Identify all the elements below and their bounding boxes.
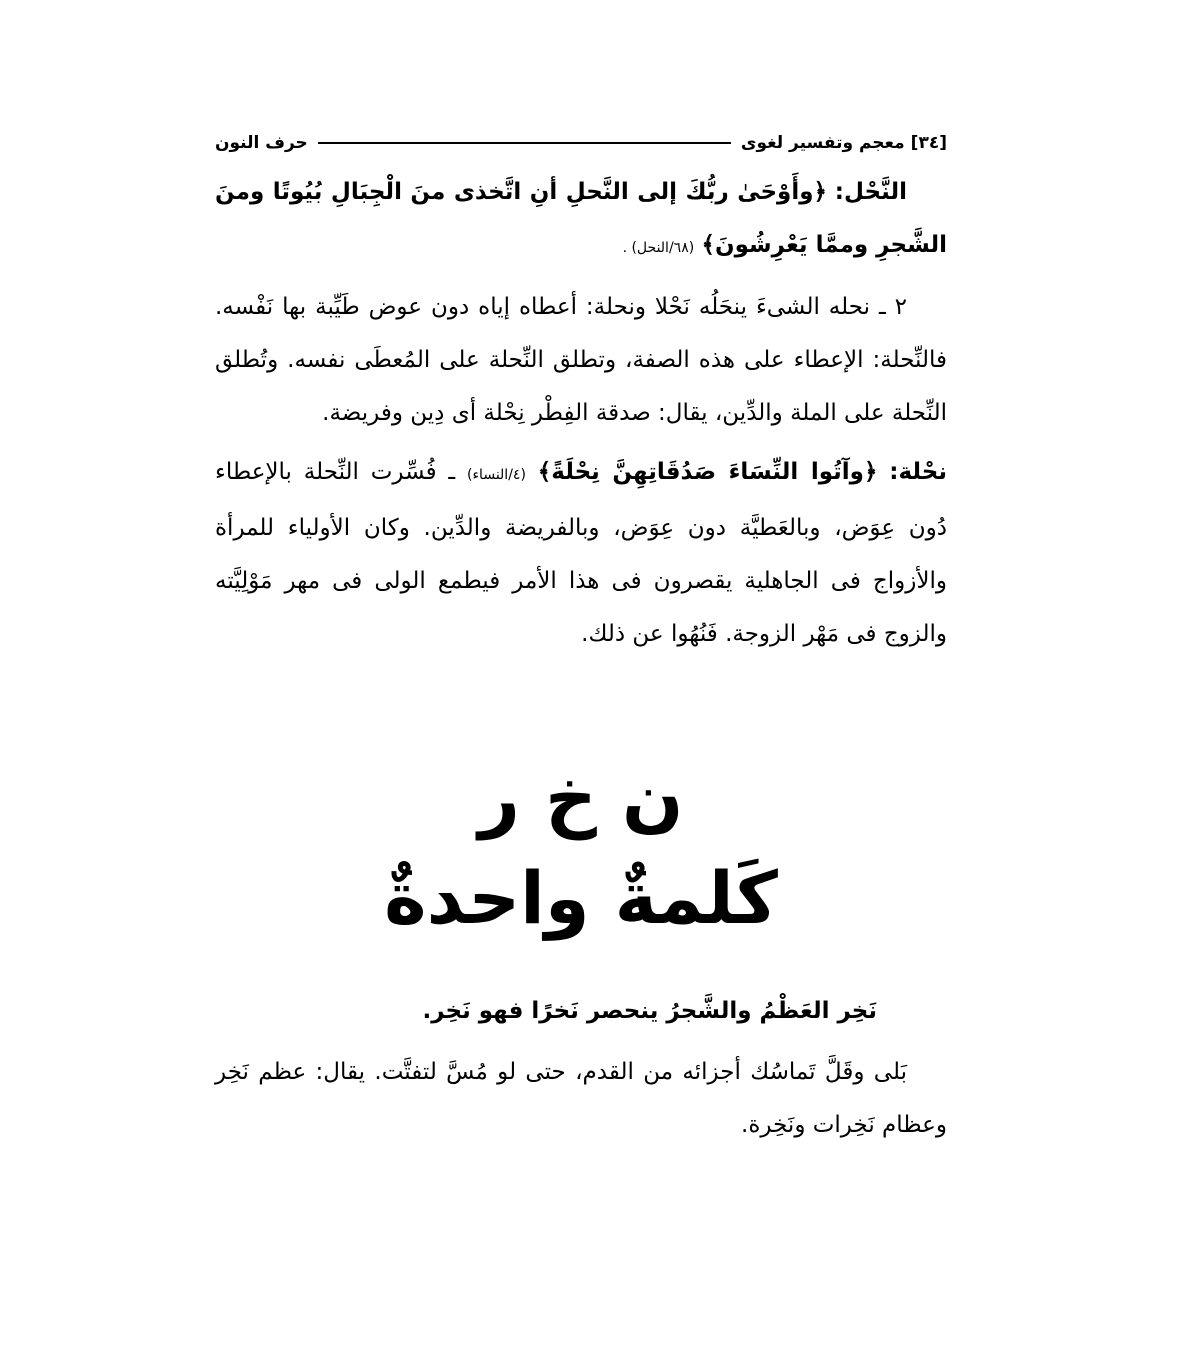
entry-definition [215,1046,947,1152]
section-letter: حرف النون [215,133,308,153]
root-subheading: كَلمةٌ واحدةٌ [384,856,778,940]
root-heading: ن خ ر [478,756,684,840]
running-header [215,128,947,158]
term-nahl: النَّحْل: [834,179,908,205]
paragraph-nahala [215,281,947,440]
page [215,128,947,1152]
verse-reference-nahl: (٦٨/النحل) . [622,240,695,256]
paragraph-nahl [215,166,947,275]
header-rule [318,142,731,144]
verse-reference-nisa: (٤/النساء) [467,467,526,483]
page-number: [٣٤] [910,133,947,153]
quran-verse-nahl: ﴿وأَوْحَىٰ ربُّكَ إلى النَّحلِ أنِ اتَّخذى منَ الْجِبَالِ بُيُوتًا ومنَ الشَّجرِ وممَّا يَعْرِشُونَ﴾ [215,179,947,258]
paragraph-nihla-text: ـ فُسِّرت النِّحلة بالإعطاء دُون عِوَض، وبالعَطيَّة دون عِوَض، وبالفريضة والدِّين. وكان الأولياء للمرأة والأزواج فى الجاهلية يقصرون فى هذا الأمر فيطمع الولى فى مهر مَوْلِيَّته والزوج فى مَهْر الزوجة. فَنُهُوا عن ذلك. [215,459,947,647]
entry-definition-text: بَلى وقَلَّ تَماسُك أجزائه من القدم، حتى لو مُسَّ لتفتَّت. يقال: عظم نَخِر وعظام نَخِرات ونَخِرة. [215,1059,947,1138]
term-nihla: نحْلة: [889,459,948,485]
entry-headword: نَخِر العَظْمُ والشَّجرُ ينحصر نَخرًا فهو نَخِر. [422,998,877,1024]
paragraph-nihla [215,446,947,661]
book-title: معجم وتفسير لغوى [740,133,905,153]
quran-verse-nisa: ﴿وآتُوا النِّسَاءَ صَدُقَاتِهِنَّ نِحْلَةً﴾ [537,459,878,485]
paragraph-nahala-text: ٢ ـ نحله الشىءَ ينحَلُه نَحْلا ونحلة: أعطاه إياه دون عوض طَيِّبة بها نَفْسه. فالنِّحلة: الإعطاء على هذه الصفة، وتطلق النِّحلة على المُعطَى نفسه. وتُطلق النِّحلة على الملة والدِّين، يقال: صدقة الفِطْر نِحْلة أى دِين وفريضة. [215,294,947,426]
